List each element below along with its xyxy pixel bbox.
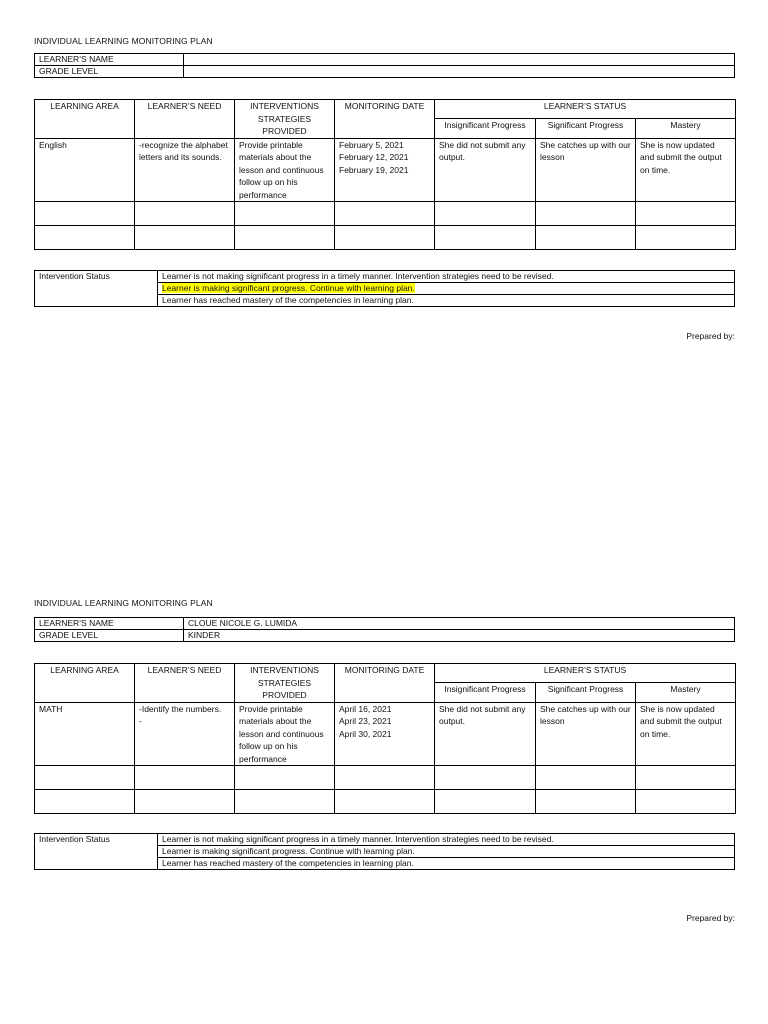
header-learning-area: LEARNING AREA	[35, 100, 135, 139]
cell-mastery: She is now updated and submit the output on time.	[636, 138, 736, 202]
status-option-text: Learner is not making significant progress in a timely manner. Intervention strategies need to be revised.	[162, 271, 554, 281]
table-row	[35, 226, 736, 250]
cell-insignificant-progress: She did not submit any output.	[435, 702, 536, 766]
learners-need-extra: -	[139, 716, 142, 726]
monitoring-date: April 23, 2021	[339, 716, 392, 726]
cell-interventions: Provide printable materials about the lesson and continuous follow up on his performance	[235, 702, 335, 766]
learner-name-label: LEARNER’S NAME	[35, 618, 184, 630]
header-learners-status: LEARNER’S STATUS	[435, 664, 736, 683]
cell-learners-need	[135, 702, 235, 766]
table-row	[35, 766, 736, 790]
monitoring-table	[34, 663, 736, 814]
header-monitoring-date: MONITORING DATE	[335, 100, 435, 139]
header-mastery: Mastery	[636, 119, 736, 138]
status-option-highlighted-text: Learner is making significant progress. Continue with learning plan.	[162, 283, 415, 293]
header-learners-need: LEARNER’S NEED	[135, 100, 235, 139]
table-row	[35, 202, 736, 226]
status-option-text: Learner has reached mastery of the competencies in learning plan.	[162, 858, 414, 868]
intervention-status-label: Intervention Status	[35, 834, 158, 870]
cell-learning-area: MATH	[35, 702, 135, 766]
learner-name-value	[184, 54, 735, 66]
intervention-status-table	[34, 270, 735, 307]
header-monitoring-date: MONITORING DATE	[335, 664, 435, 703]
grade-level-value	[184, 66, 735, 78]
learners-need-text: -Identify the numbers.	[139, 703, 222, 714]
cell-monitoring-dates	[335, 702, 435, 766]
cell-insignificant-progress: She did not submit any output.	[435, 138, 536, 202]
cell-mastery: She is now updated and submit the output on time.	[636, 702, 736, 766]
learner-info-table	[34, 617, 735, 642]
monitoring-date: February 12, 2021	[339, 152, 409, 162]
header-insignificant-progress: Insignificant Progress	[435, 683, 536, 702]
status-option-text: Learner is not making significant progress in a timely manner. Intervention strategies need to be revised.	[162, 834, 554, 844]
status-option	[158, 846, 735, 858]
header-interventions: INTERVENTIONS STRATEGIES PROVIDED	[235, 664, 335, 703]
table-row	[35, 138, 736, 202]
grade-level-label: GRADE LEVEL	[35, 630, 184, 642]
monitoring-table	[34, 99, 736, 250]
plan-title: INDIVIDUAL LEARNING MONITORING PLAN	[34, 36, 213, 46]
header-learning-area: LEARNING AREA	[35, 664, 135, 703]
learner-name-value: CLOUE NICOLE G. LUMIDA	[184, 618, 735, 630]
header-significant-progress: Significant Progress	[536, 683, 636, 702]
status-option	[158, 295, 735, 307]
prepared-by: Prepared by:	[686, 913, 735, 923]
grade-level-label: GRADE LEVEL	[35, 66, 184, 78]
status-option	[158, 834, 735, 846]
status-option-text: Learner has reached mastery of the competencies in learning plan.	[162, 295, 414, 305]
status-option-text: Learner is making significant progress. Continue with learning plan.	[162, 846, 415, 856]
status-option	[158, 271, 735, 283]
monitoring-date: February 5, 2021	[339, 139, 404, 150]
monitoring-date: April 16, 2021	[339, 703, 392, 714]
learner-info-table	[34, 53, 735, 78]
cell-significant-progress: She catches up with our lesson	[536, 138, 636, 202]
status-option-selected	[158, 283, 735, 295]
cell-monitoring-dates	[335, 138, 435, 202]
monitoring-date: April 30, 2021	[339, 728, 392, 739]
grade-level-value: KINDER	[184, 630, 735, 642]
header-significant-progress: Significant Progress	[536, 119, 636, 138]
cell-interventions: Provide printable materials about the lesson and continuous follow up on his performance	[235, 138, 335, 202]
intervention-status-table	[34, 833, 735, 870]
header-interventions: INTERVENTIONS STRATEGIES PROVIDED	[235, 100, 335, 139]
cell-significant-progress: She catches up with our lesson	[536, 702, 636, 766]
plan-title: INDIVIDUAL LEARNING MONITORING PLAN	[34, 598, 213, 608]
header-learners-need: LEARNER’S NEED	[135, 664, 235, 703]
cell-learning-area: English	[35, 138, 135, 202]
table-row	[35, 702, 736, 766]
table-row	[35, 790, 736, 814]
header-learners-status: LEARNER’S STATUS	[435, 100, 736, 119]
monitoring-date: February 19, 2021	[339, 164, 409, 175]
intervention-status-label: Intervention Status	[35, 271, 158, 307]
learner-name-label: LEARNER’S NAME	[35, 54, 184, 66]
header-insignificant-progress: Insignificant Progress	[435, 119, 536, 138]
cell-learners-need: -recognize the alphabet letters and its sounds.	[135, 138, 235, 202]
header-mastery: Mastery	[636, 683, 736, 702]
status-option	[158, 858, 735, 870]
prepared-by: Prepared by:	[686, 331, 735, 341]
